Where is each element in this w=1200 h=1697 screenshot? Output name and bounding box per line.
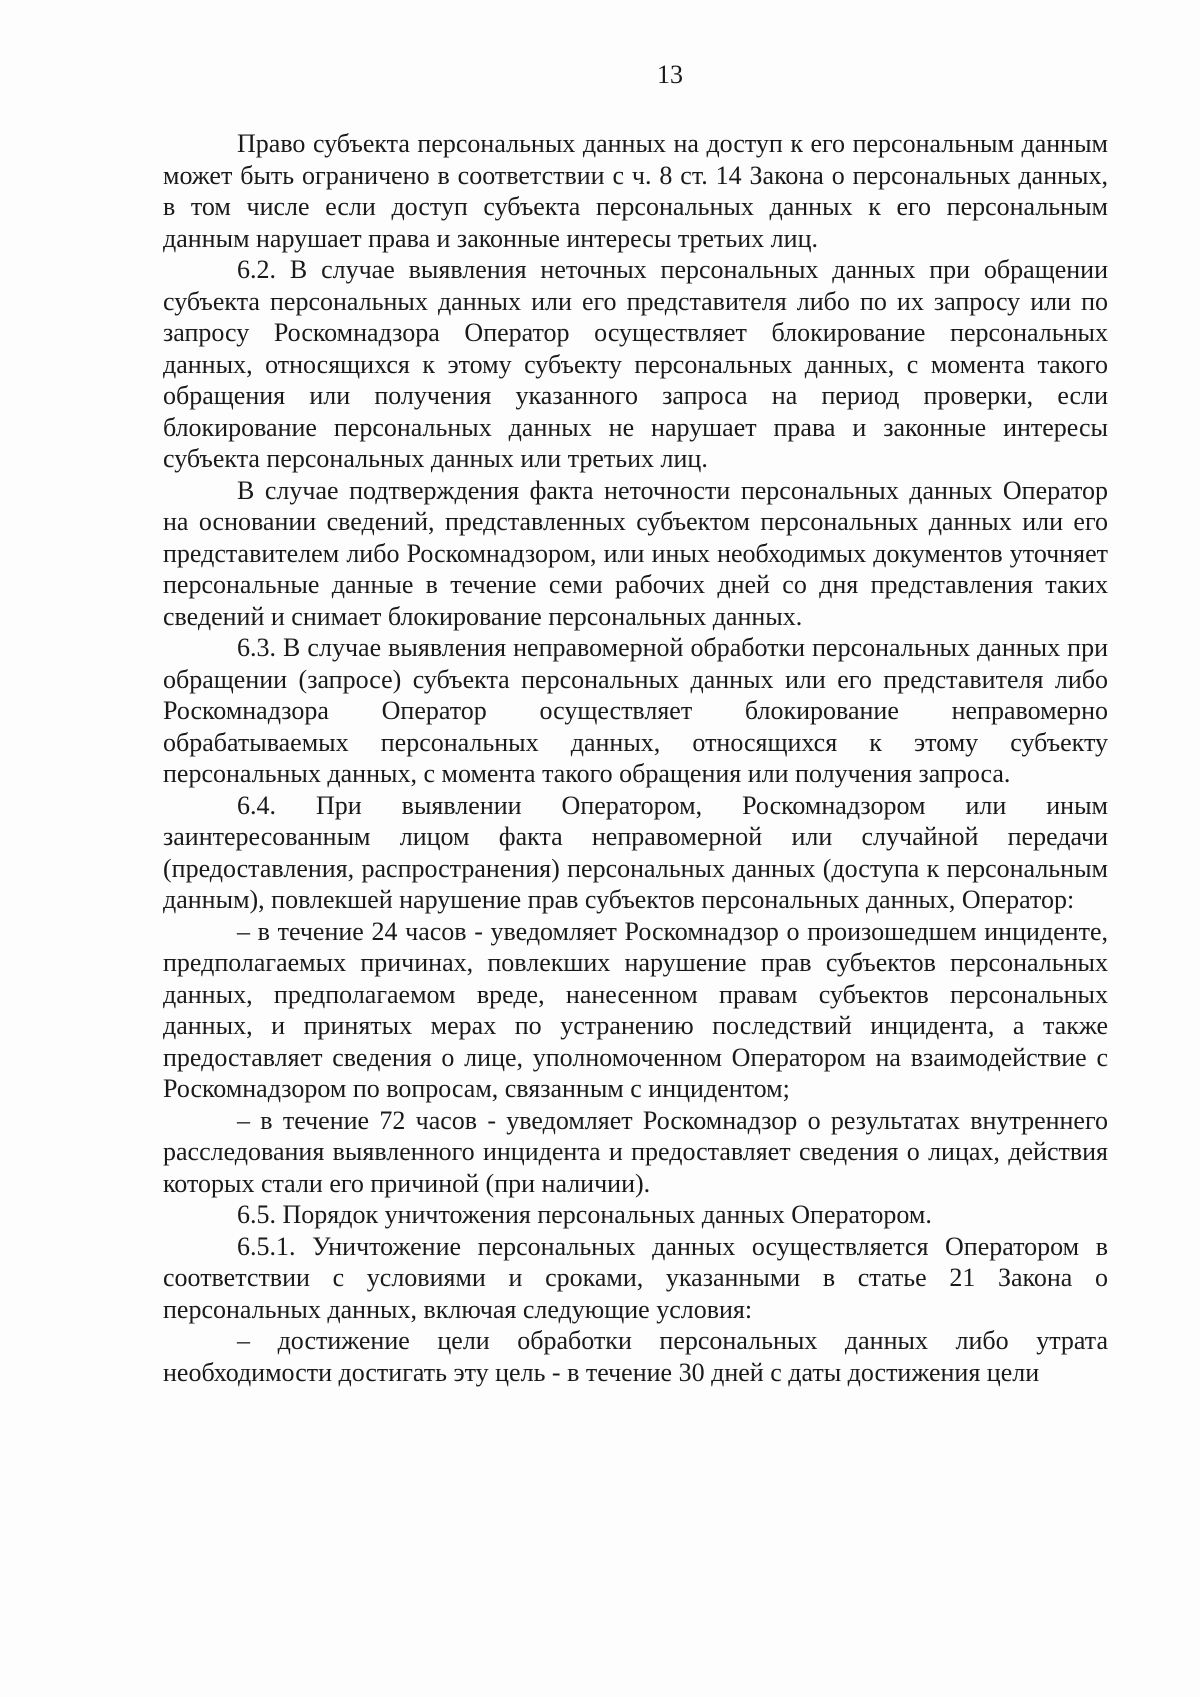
document-body — [163, 128, 1108, 1388]
page-number: 13 — [657, 60, 683, 89]
paragraph-6-5: 6.5. Порядок уничтожения персональных данных Оператором. — [237, 1200, 932, 1229]
list-item-72-hours: – в течение 72 часов - уведомляет Роскомнадзор о результатах внутреннего расследования выявленного инцидента и предоставляет сведения о лицах, действия которых стали его причиной (при наличии). — [163, 1105, 1108, 1198]
paragraph-6-2: 6.2. В случае выявления неточных персональных данных при обращении субъекта персональных данных или его представителя либо по их запросу или по запросу Роскомнадзора Оператор осуществляет блокирование персональных данных, относящихся к этому субъекту персональных данных, с момента такого обращения или получения указанного запроса на период проверки, если блокирование персональных данных не нарушает права и законные интересы субъекта персональных данных или третьих лиц. — [163, 255, 1108, 473]
list-item-purpose-achieved: – достижение цели обработки персональных данных либо утрата необходимости достигать эту цель - в течение 30 дней с даты достижения цели — [163, 1326, 1108, 1387]
paragraph-inaccuracy-confirmation: В случае подтверждения факта неточности персональных данных Оператор на основании сведений, представленных субъектом персональных данных или его представителем либо Роскомнадзором, или иных необходимых документов уточняет персональные данные в течение семи рабочих дней со дня представления таких сведений и снимает блокирование персональных данных. — [163, 475, 1108, 631]
paragraph-6-3: 6.3. В случае выявления неправомерной обработки персональных данных при обращении (запросе) субъекта персональных данных или его представителя либо Роскомнадзора Оператор осуществляет блокирование неправомерно обрабатываемых персональных данных, относящихся к этому субъекту персональных данных, с момента такого обращения или получения запроса. — [163, 633, 1108, 788]
list-item-24-hours: – в течение 24 часов - уведомляет Роскомнадзор о произошедшем инциденте, предполагаемых причинах, повлекших нарушение прав субъектов персональных данных, предполагаемом вреде, нанесенном правам субъектов персональных данных, и принятых мерах по устранению последствий инцидента, а также предоставляет сведения о лице, уполномоченном Оператором на взаимодействие с Роскомнадзором по вопросам, связанным с инцидентом; — [163, 916, 1108, 1103]
paragraph-access-restriction: Право субъекта персональных данных на доступ к его персональным данным может быть ограничено в соответствии с ч. 8 ст. 14 Закона о персональных данных, в том числе если доступ субъекта персональных данных к его персональным данным нарушает права и законные интересы третьих лиц. — [163, 129, 1108, 253]
paragraph-6-4: 6.4. При выявлении Оператором, Роскомнадзором или иным заинтересованным лицом факта неправомерной или случайной передачи (предоставления, распространения) персональных данных (доступа к персональным данным), повлекшей нарушение прав субъектов персональных данных, Оператор: — [163, 790, 1108, 914]
paragraph-6-5-1: 6.5.1. Уничтожение персональных данных осуществляется Оператором в соответствии с условиями и сроками, указанными в статье 21 Закона о персональных данных, включая следующие условия: — [163, 1231, 1108, 1324]
